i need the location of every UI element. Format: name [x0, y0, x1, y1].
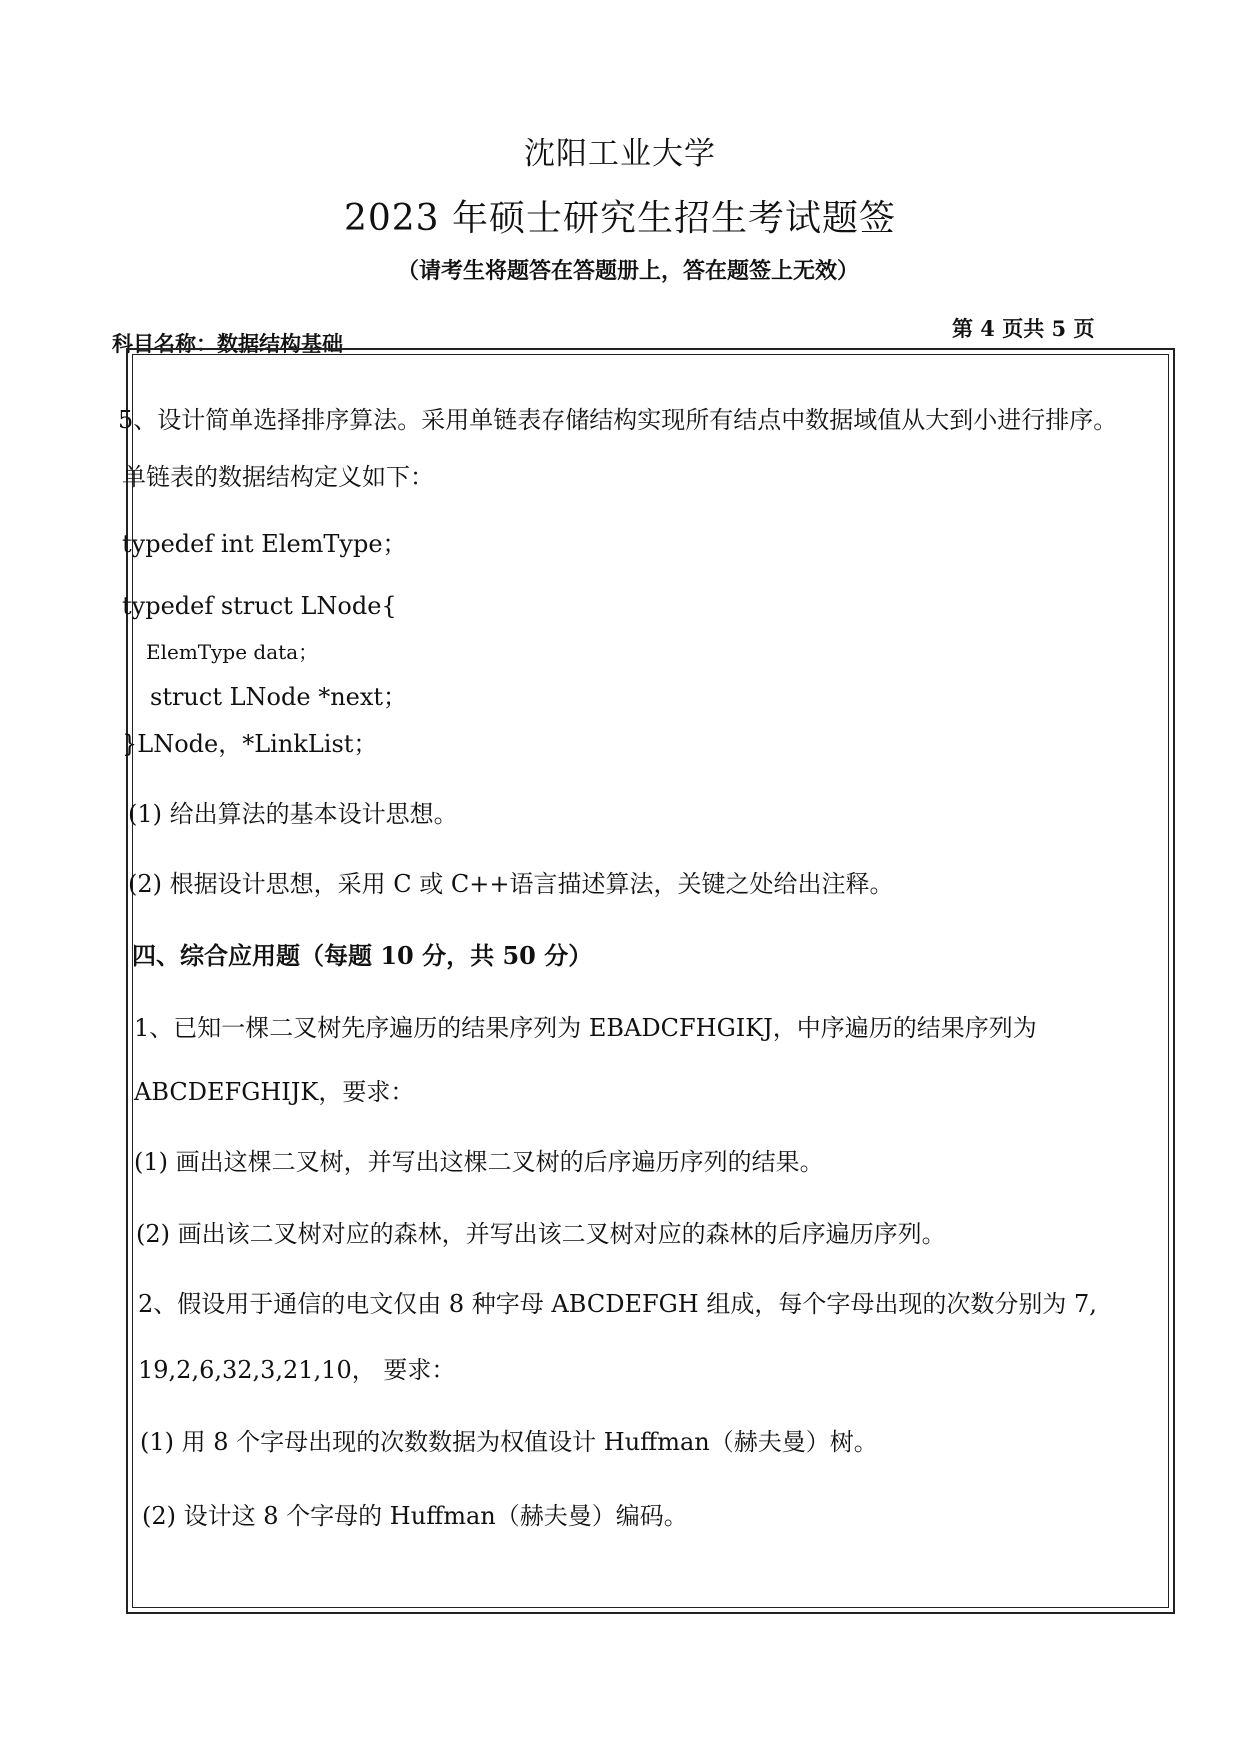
question-2-part-1: (1) 用 8 个字母出现的次数数据为权值设计 Huffman（赫夫曼）树。 [140, 1428, 878, 1456]
code-line-typedef-struct: typedef struct LNode{ [122, 592, 397, 620]
question-1-part-1: (1) 画出这棵二叉树，并写出这棵二叉树的后序遍历序列的结果。 [134, 1148, 824, 1176]
question-1-text-cont: ABCDEFGHIJK，要求： [134, 1078, 415, 1106]
subject-name: 科目名称：数据结构基础 [112, 331, 343, 356]
code-line-data-field: ElemType data； [146, 640, 319, 664]
struct-intro: 单链表的数据结构定义如下： [122, 463, 434, 491]
question-2-text: 2、假设用于通信的电文仅由 8 种字母 ABCDEFGH 组成，每个字母出现的次数分别为 7, [138, 1290, 1097, 1318]
question-1-part-2: (2) 画出该二叉树对应的森林，并写出该二叉树对应的森林的后序遍历序列。 [136, 1220, 946, 1248]
code-line-next-field: struct LNode *next； [150, 683, 408, 711]
question-2-part-2: (2) 设计这 8 个字母的 Huffman（赫夫曼）编码。 [142, 1502, 688, 1530]
exam-notice: （请考生将题答在答题册上，答在题签上无效） [396, 258, 859, 284]
section-4-heading: 四、综合应用题（每题 10 分，共 50 分） [132, 941, 593, 970]
question-5-text: 5、设计简单选择排序算法。采用单链表存储结构实现所有结点中数据域值从大到小进行排序。 [118, 406, 1118, 434]
code-line-struct-end: }LNode，*LinkList； [122, 730, 378, 758]
page-number: 第 4 页共 5 页 [952, 316, 1095, 341]
question-5-part-2: (2) 根据设计思想，采用 C 或 C++语言描述算法，关键之处给出注释。 [128, 870, 894, 898]
question-1-text: 1、已知一棵二叉树先序遍历的结果序列为 EBADCFHGIKJ，中序遍历的结果序列为 [134, 1014, 1037, 1042]
exam-title: 2023 年硕士研究生招生考试题签 [343, 198, 897, 239]
question-5-part-1: (1) 给出算法的基本设计思想。 [128, 800, 458, 828]
university-name: 沈阳工业大学 [524, 136, 716, 172]
code-line-typedef-elemtype: typedef int ElemType； [122, 530, 407, 558]
question-2-text-cont: 19,2,6,32,3,21,10， 要求： [138, 1356, 456, 1384]
